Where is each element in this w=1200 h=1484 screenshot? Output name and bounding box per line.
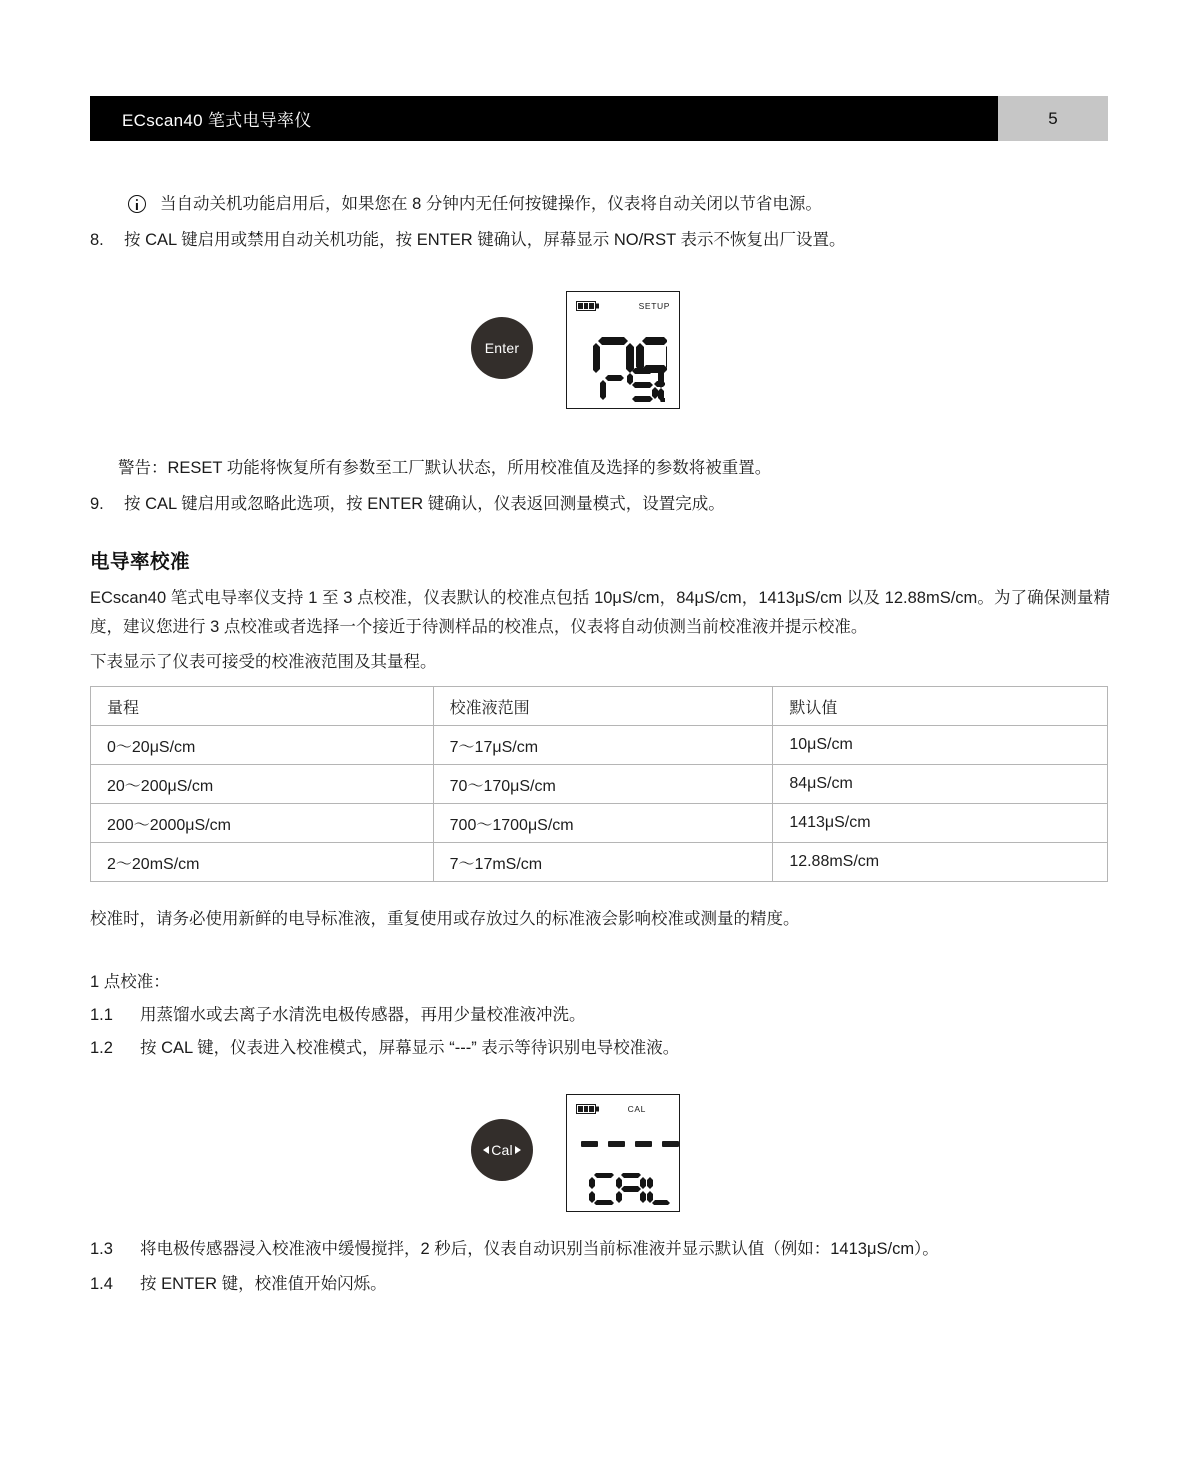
battery-icon [576,301,596,311]
list-item-step-1-4 [90,1272,1108,1297]
table-row [91,843,1108,882]
battery-icon [576,1104,596,1114]
info-icon [128,195,146,213]
lcd-screen-setup [566,291,680,409]
list-item-step-1-2 [90,1036,1108,1061]
warning-text: 警告：RESET 功能将恢复所有参数至工厂默认状态，所用校准值及选择的参数将被重置。 [118,459,772,477]
step-text: 按 CAL 键，仪表进入校准模式，屏幕显示 “---” 表示等待识别电导校准液。 [140,1039,680,1057]
section-paragraph-2: 下表显示了仪表可接受的校准液范围及其量程。 [90,653,437,671]
list-item-step-8 [90,228,1108,253]
table-cell-solution: 700～1700μS/cm [433,804,773,843]
section-paragraph-4: 1 点校准： [90,973,170,991]
step-number: 1.2 [90,1039,113,1057]
list-item-step-9 [90,492,1108,517]
table-header-row [91,687,1108,726]
step-number: 1.3 [90,1240,113,1258]
table-cell-range: 0～20μS/cm [91,726,434,765]
section-heading: 电导率校准 [90,551,191,573]
table-cell-solution: 7～17μS/cm [433,726,773,765]
table-header-cell: 默认值 [773,687,1108,726]
cal-button-label: Cal [491,1142,513,1158]
segment-dash [581,1141,598,1147]
segment-dash [635,1141,652,1147]
table-cell-default: 84μS/cm [773,765,1108,804]
page-header [90,96,1108,141]
table-cell-range: 2～20mS/cm [91,843,434,882]
step-text: 将电极传感器浸入校准液中缓慢搅拌，2 秒后，仪表自动识别当前标准液并显示默认值（例如：1413μS/cm）。 [140,1240,939,1258]
table-cell-default: 1413μS/cm [773,804,1108,843]
enter-button[interactable] [471,317,533,379]
lcd-mode-label: SETUP [638,301,670,311]
lcd-screen-cal [566,1094,680,1212]
table-header-cell: 校准液范围 [433,687,773,726]
step-number: 9. [90,495,104,513]
info-note-text: 当自动关机功能启用后，如果您在 8 分钟内无任何按键操作，仪表将自动关闭以节省电源。 [160,195,822,213]
table-cell-solution: 70～170μS/cm [433,765,773,804]
section-paragraph-3: 校准时，请务必使用新鲜的电导标准液，重复使用或存放过久的标准液会影响校准或测量的精度。 [90,910,800,928]
lcd-status-row [567,298,679,314]
step-text: 按 CAL 键启用或禁用自动关机功能，按 ENTER 键确认，屏幕显示 NO/RST 表示不恢复出厂设置。 [124,231,846,249]
segment-dash [608,1141,625,1147]
page-title: ECscan40 笔式电导率仪 [122,111,312,130]
step-number: 8. [90,231,104,249]
section-paragraph-1: ECscan40 笔式电导率仪支持 1 至 3 点校准，仪表默认的校准点包括 10μS/cm，84μS/cm，1413μS/cm 以及 12.88mS/cm。为了确保测量精度，建议您进行 3 点校准或者选择一个接近于待测样品的校准点，仪表将自动侦测当前校准液并提示校准。 [90,589,1110,636]
cal-button[interactable] [471,1119,533,1181]
triangle-right-icon [515,1146,521,1154]
triangle-left-icon [483,1146,489,1154]
lcd-status-row [567,1101,679,1117]
header-title-bar [90,96,998,141]
step-text: 按 ENTER 键，校准值开始闪烁。 [140,1275,387,1293]
lcd-primary-value [581,1141,679,1147]
list-item-step-1-1 [90,1003,1108,1028]
cal-button-inner [483,1142,521,1158]
table-cell-default: 12.88mS/cm [773,843,1108,882]
step-text: 按 CAL 键启用或忽略此选项，按 ENTER 键确认，仪表返回测量模式，设置完成。 [124,495,725,513]
calibration-range-table [90,686,1108,882]
table-cell-range: 200～2000μS/cm [91,804,434,843]
lcd-secondary-value [589,1173,673,1210]
step-number: 1.1 [90,1006,113,1024]
lcd-mode-label: CAL [627,1104,646,1114]
list-item-step-1-3 [90,1237,1108,1262]
table-cell-solution: 7～17mS/cm [433,843,773,882]
info-note [128,192,1108,217]
step-number: 1.4 [90,1275,113,1293]
lcd-secondary-value [599,368,665,407]
table-cell-range: 20～200μS/cm [91,765,434,804]
table-row [91,765,1108,804]
table-row [91,804,1108,843]
page-number: 5 [1048,108,1058,128]
table-row [91,726,1108,765]
page-number-tab [998,96,1108,141]
segment-dash [662,1141,679,1147]
step-text: 用蒸馏水或去离子水清洗电极传感器，再用少量校准液冲洗。 [140,1006,586,1024]
enter-button-label: Enter [484,340,520,356]
table-header-cell: 量程 [91,687,434,726]
table-cell-default: 10μS/cm [773,726,1108,765]
